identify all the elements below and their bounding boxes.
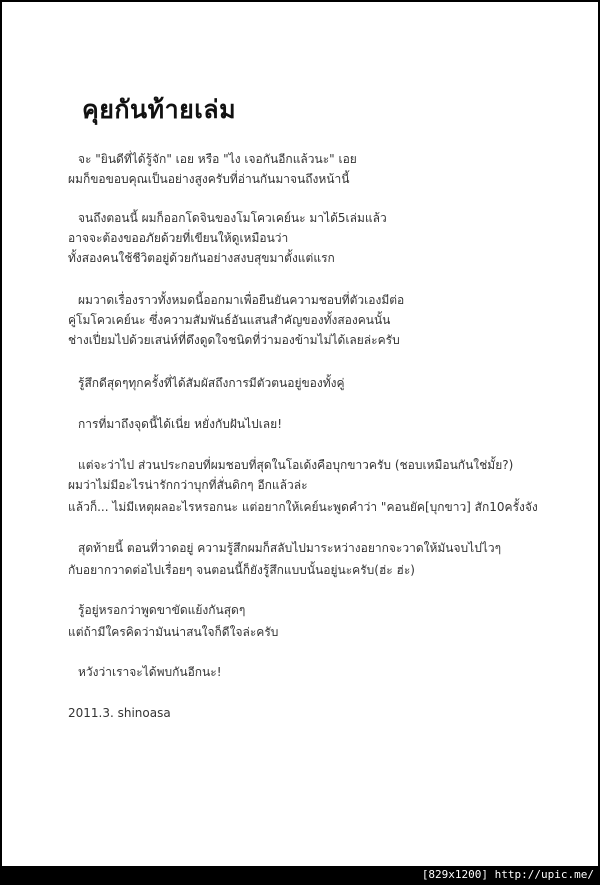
text-line: จะ "ยินดีที่ได้รู้จัก" เอย หรือ "ไง เจอกันอีกแล้วนะ" เอย	[78, 152, 357, 166]
text-line: แต่จะว่าไป ส่วนประกอบที่ผมชอบที่สุดในโอเด้งคือบุกขาวครับ (ชอบเหมือนกันใช่มั้ย?)	[78, 458, 514, 472]
page-title: คุยกันท้ายเล่ม	[82, 95, 237, 124]
text-line: หวังว่าเราจะได้พบกันอีกนะ!	[78, 665, 222, 679]
afterword-page	[2, 2, 598, 866]
text-line: สุดท้ายนี้ ตอนที่วาดอยู่ ความรู้สึกผมก็สลับไปมาระหว่างอยากจะวาดให้มันจบไปไวๆ	[78, 541, 502, 555]
watermark: [829x1200] http://upic.me/	[421, 868, 594, 881]
text-line: คู่โมโควเคย์นะ ซึ่งความสัมพันธ์อันแสนสำคัญของทั้งสองคนนั้น	[68, 313, 391, 327]
text-line: ช่างเปี่ยมไปด้วยเสน่ห์ที่ดึงดูดใจชนิดที่ว่ามองข้ามไม่ได้เลยล่ะครับ	[68, 333, 400, 347]
text-line: ทั้งสองคนใช้ชีวิตอยู่ด้วยกันอย่างสงบสุขมาตั้งแต่แรก	[68, 251, 335, 265]
text-line: อาจจะต้องขออภัยด้วยที่เขียนให้ดูเหมือนว่า	[68, 231, 289, 245]
text-line: ผมก็ขอขอบคุณเป็นอย่างสูงครับที่อ่านกันมาจนถึงหน้านี้	[68, 172, 350, 186]
text-line: แล้วก็... ไม่มีเหตุผลอะไรหรอกนะ แต่อยากให้เคย์นะพูดคำว่า "คอนยัค[บุกขาว] สัก10ครั้งจัง	[68, 500, 538, 514]
text-line: รู้อยู่หรอกว่าพูดขาขัดแย้งกันสุดๆ	[78, 603, 246, 617]
text-line: การที่มาถึงจุดนี้ได้เนี่ย หยั่งกับฝันไปเลย!	[78, 417, 283, 431]
text-line: รู้สึกดีสุดๆทุกครั้งที่ได้สัมผัสถึงการมีตัวตนอยู่ของทั้งคู่	[78, 376, 345, 390]
signature: 2011.3. shinoasa	[68, 706, 171, 720]
text-line: กับอยากวาดต่อไปเรื่อยๆ จนตอนนี้ก็ยังรู้สึกแบบนั้นอยู่นะครับ(ฮ่ะ ฮ่ะ)	[68, 563, 415, 577]
text-line: จนถึงตอนนี้ ผมก็ออกโดจินของโมโควเคย์นะ มาได้5เล่มแล้ว	[78, 211, 387, 225]
text-line: ผมว่าไม่มีอะไรน่ารักกว่าบุกที่สั่นดิกๆ อีกแล้วล่ะ	[68, 478, 308, 492]
text-line: แต่ถ้ามีใครคิดว่ามันน่าสนใจก็ดีใจล่ะครับ	[68, 625, 279, 639]
text-line: ผมวาดเรื่องราวทั้งหมดนี้ออกมาเพื่อยืนยันความชอบที่ตัวเองมีต่อ	[78, 293, 405, 307]
